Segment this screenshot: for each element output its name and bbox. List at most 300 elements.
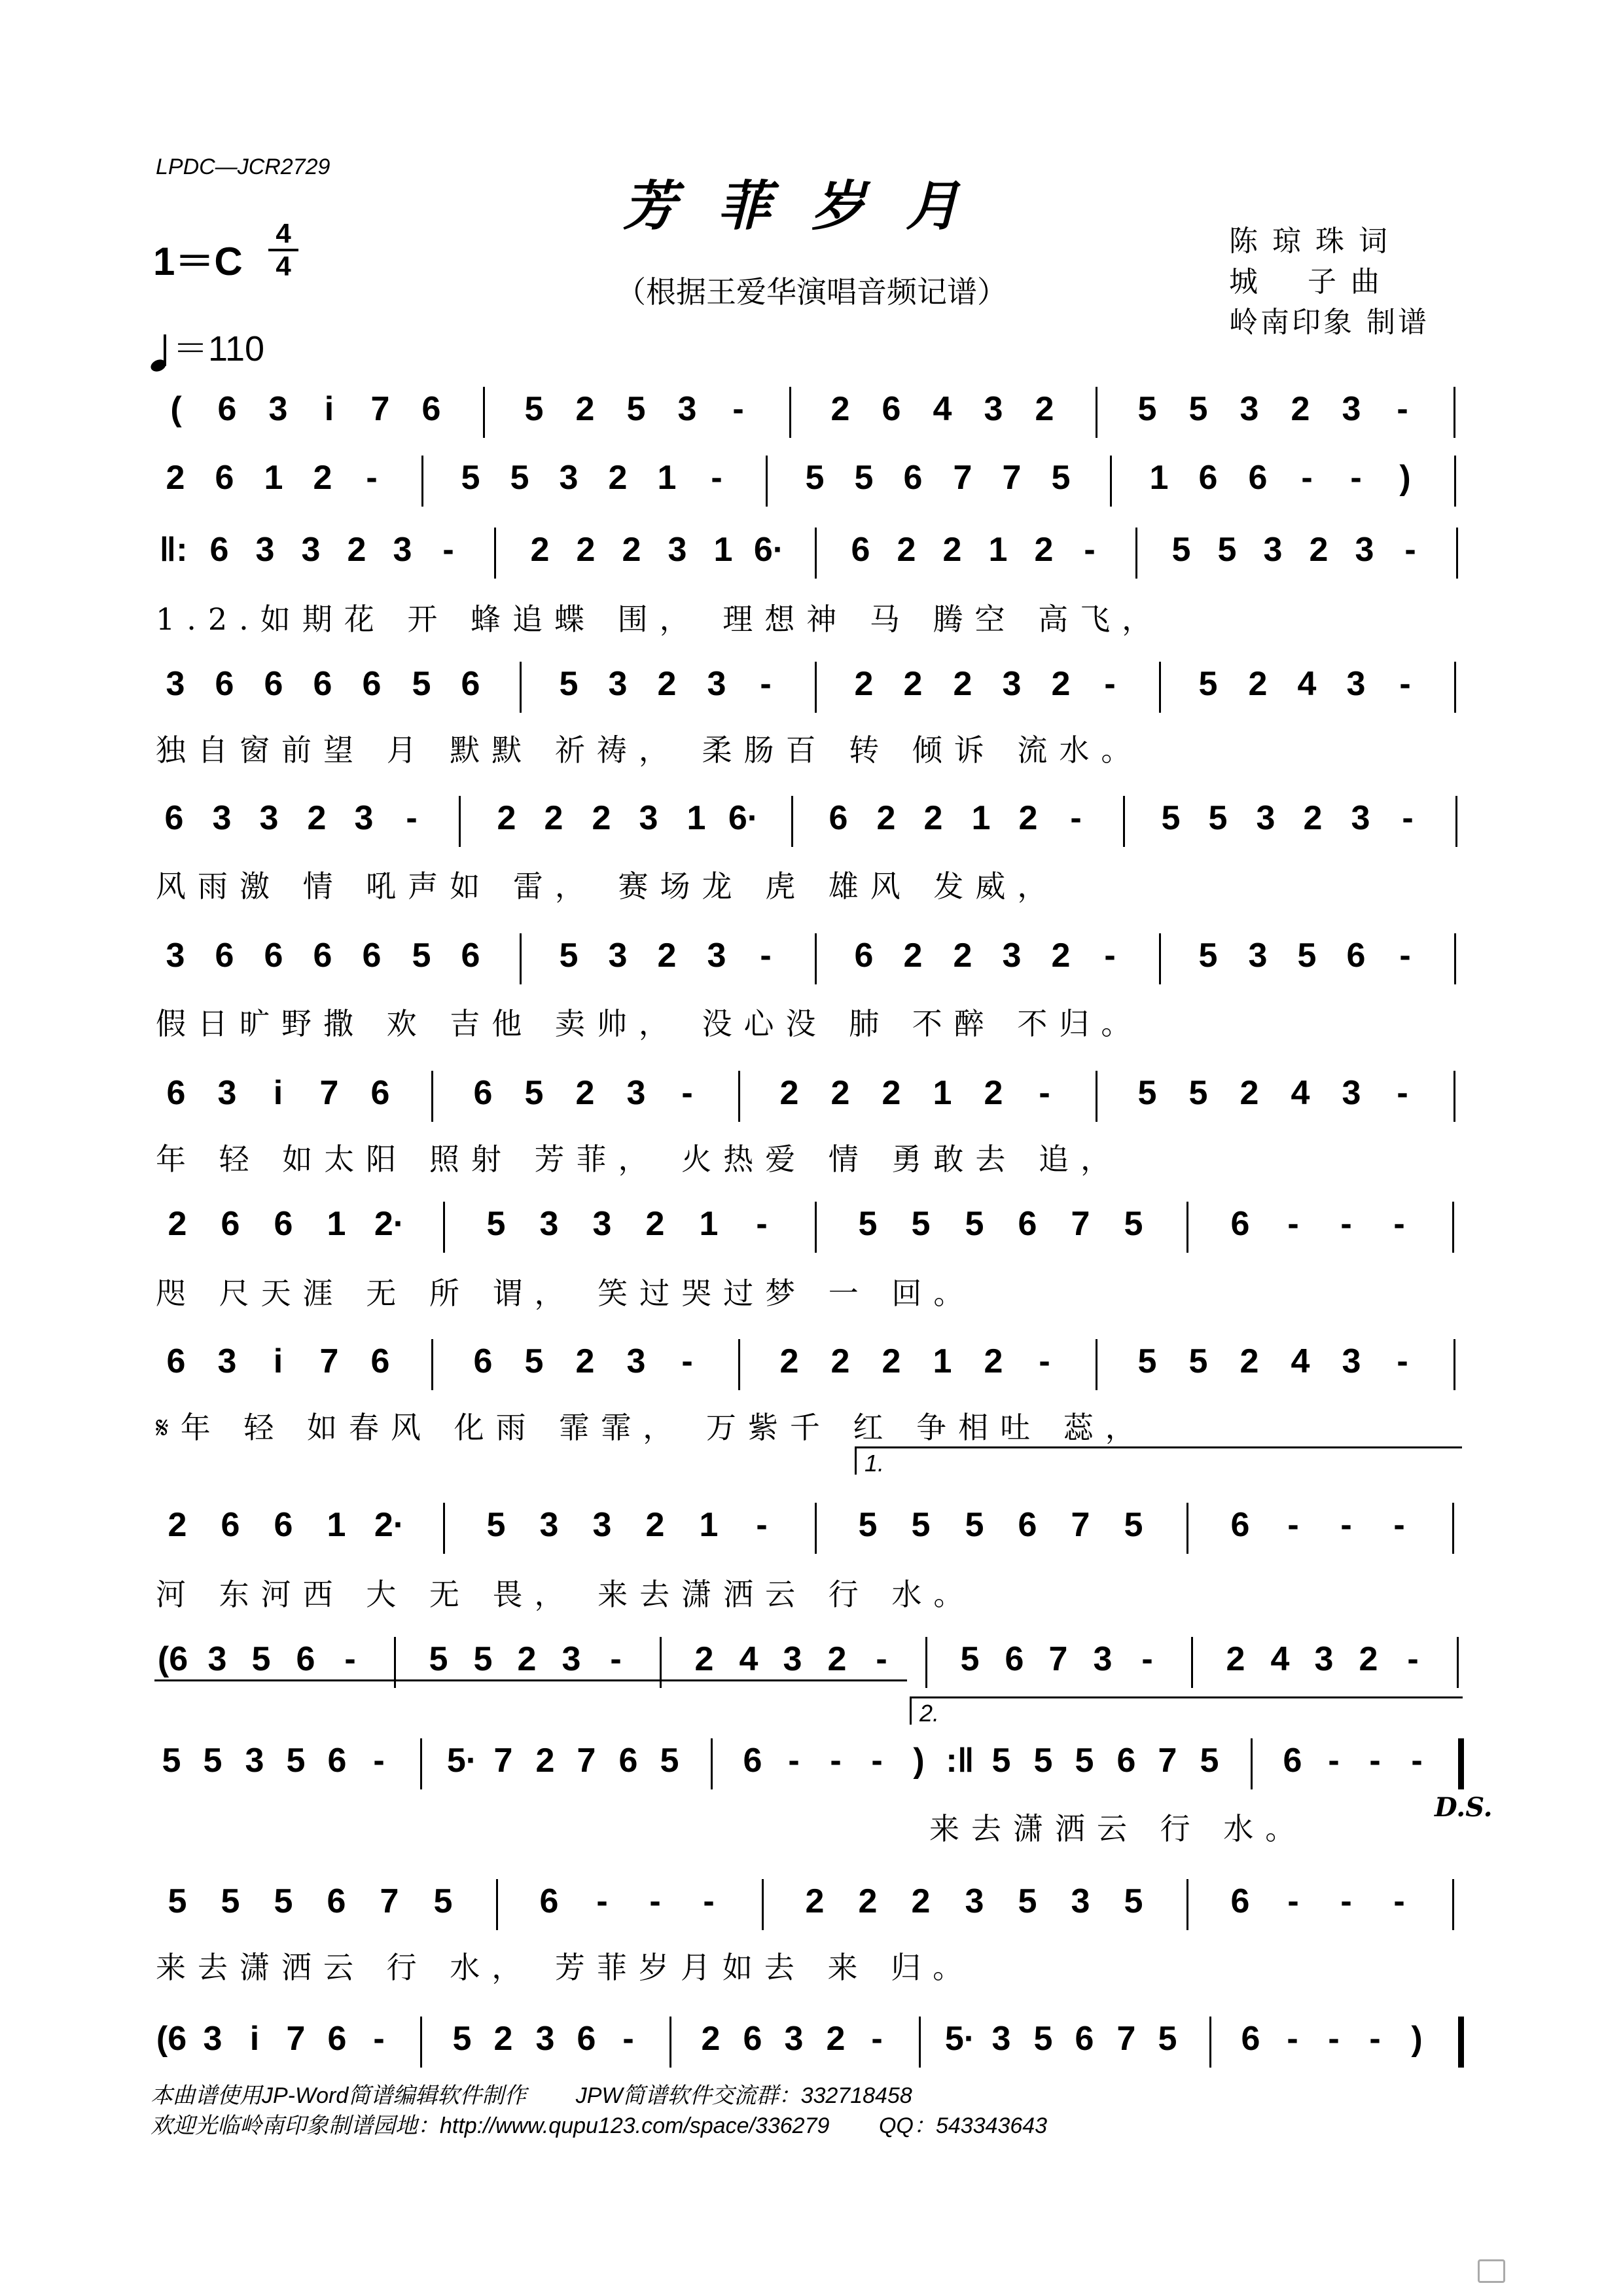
note: 2 — [1359, 1640, 1378, 1678]
note: 3 — [626, 1342, 646, 1380]
note: 3 — [166, 937, 185, 975]
note: 3 — [707, 665, 726, 703]
barline — [791, 796, 793, 847]
note: 6 — [1230, 1882, 1250, 1920]
ending-rule — [154, 1679, 907, 1681]
note: 7 — [370, 390, 390, 428]
barline — [738, 1071, 740, 1122]
note: 3 — [268, 390, 288, 428]
note: 6 — [829, 799, 848, 837]
note: 5· — [446, 1742, 478, 1780]
barline — [431, 1071, 433, 1122]
note: 1 — [933, 1074, 952, 1112]
barline — [1454, 662, 1456, 713]
note: - — [1404, 531, 1416, 569]
barline — [443, 1202, 445, 1253]
note: 3 — [301, 531, 321, 569]
note: 6 — [215, 937, 234, 975]
barline — [1123, 796, 1125, 847]
lyric-text: 咫 尺天涯 无 所 谓， 笑过哭过梦 一 回。 — [156, 1276, 976, 1311]
note: 6 — [1248, 459, 1268, 497]
note: 6 — [1230, 1506, 1250, 1544]
note: ) — [1399, 459, 1411, 497]
note: 4 — [933, 390, 952, 428]
note: 6 — [1116, 1742, 1136, 1780]
note: 5 — [1217, 531, 1237, 569]
note: 6 — [370, 1342, 390, 1380]
note: 2 — [493, 2020, 513, 2058]
note: - — [1104, 937, 1116, 975]
note: 2 — [168, 1506, 187, 1544]
note: ‖: — [159, 531, 188, 569]
note: 2 — [1303, 799, 1323, 837]
note: 2 — [544, 799, 563, 837]
note: 3 — [707, 937, 726, 975]
note: 3 — [991, 2020, 1011, 2058]
note: 2 — [608, 459, 628, 497]
lyric-line — [151, 1571, 1479, 1610]
note: 2 — [694, 1640, 714, 1678]
note: 2 — [911, 1882, 931, 1920]
note: 5 — [1198, 937, 1218, 975]
note: 6 — [327, 1742, 347, 1780]
note: 6 — [221, 1506, 240, 1544]
note: 7 — [319, 1074, 339, 1112]
note: - — [1340, 1506, 1352, 1544]
note: 3 — [1314, 1640, 1334, 1678]
barline — [420, 1738, 422, 1789]
note: 2 — [645, 1205, 665, 1243]
note: 2 — [168, 1205, 187, 1243]
barline — [1452, 1503, 1454, 1554]
note: 5 — [524, 1074, 544, 1112]
note: 3 — [1263, 531, 1283, 569]
note: 6 — [274, 1506, 293, 1544]
note: 2 — [897, 531, 916, 569]
credit-transcriber: 岭南印象 制谱 — [1229, 306, 1429, 339]
note: 2 — [1240, 1342, 1259, 1380]
note: 3 — [535, 2020, 555, 2058]
note: 2 — [882, 1074, 901, 1112]
credit-composer: 城 子 曲 — [1229, 265, 1382, 298]
note: 3 — [1071, 1882, 1090, 1920]
note: 6 — [743, 1742, 762, 1780]
credits — [1229, 221, 1429, 343]
note: 7 — [1048, 1640, 1068, 1678]
barline — [1096, 387, 1097, 438]
note: 2 — [1034, 531, 1054, 569]
note: - — [1397, 390, 1408, 428]
barline — [1454, 456, 1456, 507]
note: 2 — [530, 531, 550, 569]
barline — [815, 662, 817, 713]
note: 6 — [854, 937, 874, 975]
note: 5 — [1051, 459, 1071, 497]
footer-line-1: 本曲谱使用JP-Word简谱编辑软件制作 JPW简谱软件交流群：332718458 — [151, 2083, 912, 2108]
note: - — [1407, 1640, 1419, 1678]
note: (6 — [156, 2020, 187, 2058]
note: - — [1070, 799, 1082, 837]
lyric-text: 1.2.如期花 开 蜂追蝶 围， 理想神 马 腾空 高飞， — [156, 601, 1164, 637]
note: 2 — [347, 531, 366, 569]
note: 3 — [207, 1640, 227, 1678]
note: 1 — [657, 459, 677, 497]
note: ) — [1411, 2020, 1423, 2058]
barline — [738, 1339, 740, 1390]
barline — [431, 1339, 433, 1390]
note: 5 — [1137, 390, 1157, 428]
note: - — [1369, 2020, 1381, 2058]
note: 1 — [264, 459, 283, 497]
meter-bottom: 4 — [276, 251, 291, 281]
note: 2· — [374, 1506, 405, 1544]
staff-line — [151, 1633, 1479, 1685]
note: 5 — [168, 1882, 187, 1920]
lyric-line — [151, 1000, 1479, 1039]
quarter-note-icon — [151, 336, 169, 371]
note: 6 — [1018, 1506, 1037, 1544]
barline — [1452, 1879, 1454, 1930]
note: 5 — [1171, 531, 1191, 569]
note: 2 — [1291, 390, 1310, 428]
note: 2 — [830, 1074, 850, 1112]
note: 3 — [245, 1742, 264, 1780]
note: 2 — [645, 1506, 665, 1544]
note: i — [324, 390, 334, 428]
note: - — [373, 1742, 385, 1780]
note: 3 — [1342, 1074, 1361, 1112]
note: 1 — [687, 799, 706, 837]
note: - — [1039, 1074, 1050, 1112]
note: 2 — [701, 2020, 721, 2058]
barline — [1455, 796, 1457, 847]
barline — [1452, 1202, 1454, 1253]
barline — [669, 2017, 671, 2068]
staff-line — [151, 452, 1479, 504]
note: 6 — [166, 1342, 186, 1380]
note: 6 — [1230, 1205, 1250, 1243]
note: 2 — [622, 531, 641, 569]
barline — [1135, 528, 1137, 579]
note: 3 — [559, 459, 579, 497]
note: 2 — [830, 390, 850, 428]
note: 6 — [1346, 937, 1366, 975]
note: 5 — [1075, 1742, 1094, 1780]
note: 6 — [461, 937, 480, 975]
note: 5 — [1033, 1742, 1053, 1780]
note: 6 — [1005, 1640, 1024, 1678]
barline — [762, 1879, 764, 1930]
note: 5 — [911, 1205, 931, 1243]
note: 5 — [911, 1506, 931, 1544]
note: - — [1084, 531, 1096, 569]
time-signature — [268, 220, 298, 280]
note: 2 — [1240, 1074, 1259, 1112]
note: 5 — [660, 1742, 679, 1780]
barline — [789, 387, 791, 438]
barline — [919, 2017, 921, 2068]
note: 5 — [965, 1205, 984, 1243]
note: 3 — [1256, 799, 1275, 837]
note: 3 — [668, 531, 687, 569]
lyric-line — [151, 726, 1479, 766]
note: 6 — [313, 937, 332, 975]
note: 5 — [559, 665, 579, 703]
note: i — [249, 2020, 260, 2058]
note: 6· — [728, 799, 759, 837]
note: 2· — [374, 1205, 405, 1243]
barline — [1096, 1071, 1097, 1122]
note: 3 — [1342, 1342, 1361, 1380]
barline — [483, 387, 485, 438]
note: - — [1402, 799, 1414, 837]
note: 2 — [535, 1742, 555, 1780]
note: 1 — [1149, 459, 1169, 497]
note: 3 — [1351, 799, 1370, 837]
note: 5 — [221, 1882, 240, 1920]
note: 3 — [539, 1205, 559, 1243]
note: 1 — [971, 799, 991, 837]
final-barline — [1458, 1738, 1464, 1789]
barline — [459, 796, 461, 847]
note: - — [681, 1074, 693, 1112]
note: 6 — [327, 2020, 347, 2058]
note: 2 — [984, 1342, 1003, 1380]
barline — [711, 1738, 713, 1789]
note: - — [373, 2020, 385, 2058]
note: ( — [170, 390, 182, 428]
note: 2 — [517, 1640, 537, 1678]
barline — [1454, 933, 1456, 984]
note: 5 — [473, 1640, 493, 1678]
barline — [1209, 2017, 1211, 2068]
barline — [815, 933, 817, 984]
barline — [1159, 933, 1161, 984]
barline — [1110, 456, 1112, 507]
note: - — [406, 799, 418, 837]
staff-line — [151, 1734, 1479, 1787]
note: 5 — [510, 459, 529, 497]
meter-top: 4 — [276, 218, 291, 249]
note: 2 — [826, 2020, 846, 2058]
note: 6 — [461, 665, 480, 703]
note: i — [273, 1074, 283, 1112]
staff-line — [151, 1499, 1479, 1551]
note: 5 — [626, 390, 646, 428]
second-ending-bracket — [910, 1696, 1463, 1725]
note: 5 — [1161, 799, 1181, 837]
note: :‖ — [946, 1742, 974, 1780]
note: - — [1340, 1882, 1352, 1920]
note: 1 — [327, 1205, 346, 1243]
note: 5 — [486, 1205, 506, 1243]
staff-line — [151, 524, 1479, 576]
barline — [520, 662, 522, 713]
barline — [496, 1879, 498, 1930]
note: 6 — [539, 1882, 559, 1920]
lyric-line — [151, 1270, 1479, 1309]
first-ending-label: 1. — [865, 1450, 885, 1477]
note: 7 — [577, 1742, 596, 1780]
note: 6 — [209, 531, 229, 569]
note: 2 — [575, 1074, 595, 1112]
barline — [925, 1637, 927, 1688]
note: - — [1287, 1506, 1299, 1544]
note: 3 — [166, 665, 185, 703]
note: - — [1399, 665, 1411, 703]
note: 6 — [903, 459, 923, 497]
note: 5 — [429, 1640, 448, 1678]
note: - — [788, 1742, 800, 1780]
staff-line — [151, 383, 1479, 435]
note: 5 — [858, 1506, 878, 1544]
note: 2 — [1248, 665, 1268, 703]
note: 2 — [657, 665, 677, 703]
staff-line — [151, 1335, 1479, 1388]
note: - — [1287, 1205, 1299, 1243]
note: 6 — [743, 2020, 762, 2058]
note: - — [1393, 1506, 1405, 1544]
note: - — [681, 1342, 693, 1380]
note: - — [1399, 937, 1411, 975]
barline — [520, 933, 522, 984]
note: 6 — [264, 665, 283, 703]
note: 6 — [618, 1742, 638, 1780]
lyric-line — [151, 1136, 1479, 1175]
note: 6 — [264, 937, 283, 975]
note: 6 — [221, 1205, 240, 1243]
note: 3 — [639, 799, 658, 837]
tempo-value: ＝110 — [173, 329, 265, 368]
note: 2 — [903, 665, 923, 703]
note: 7 — [1116, 2020, 1136, 2058]
note: 2 — [942, 531, 962, 569]
note: - — [871, 2020, 883, 2058]
note: 7 — [286, 2020, 306, 2058]
note: - — [876, 1640, 887, 1678]
note: 3 — [1002, 665, 1022, 703]
note: 3 — [677, 390, 697, 428]
note: 4 — [1291, 1342, 1310, 1380]
note: - — [1340, 1205, 1352, 1243]
note: - — [756, 1205, 768, 1243]
note: 2 — [1035, 390, 1054, 428]
note: - — [442, 531, 454, 569]
note: 6 — [473, 1342, 493, 1380]
lyric-text: 来去潇洒云 行 水。 — [929, 1811, 1308, 1846]
note: 6 — [327, 1882, 346, 1920]
note: 5 — [1188, 1074, 1208, 1112]
note: 2 — [657, 937, 677, 975]
note: 7 — [319, 1342, 339, 1380]
note: 6 — [1241, 2020, 1260, 2058]
note: 6 — [215, 459, 234, 497]
note: 6 — [577, 2020, 596, 2058]
lyric-text: 来去潇洒云 行 水， 芳菲岁月如去 来 归。 — [156, 1950, 975, 1985]
note: 2 — [923, 799, 943, 837]
note: 2 — [858, 1882, 878, 1920]
barline — [1159, 662, 1161, 713]
note: 6 — [296, 1640, 315, 1678]
note: 4 — [1291, 1074, 1310, 1112]
note: 2 — [166, 459, 185, 497]
note: 5 — [805, 459, 825, 497]
note: 7 — [1071, 1205, 1090, 1243]
watermark-icon — [1478, 2259, 1505, 2283]
note: 5· — [944, 2020, 976, 2058]
staff-line — [151, 2013, 1479, 2065]
tempo-marking — [151, 321, 264, 371]
note: - — [366, 459, 378, 497]
note: 5 — [412, 665, 431, 703]
note: 5 — [1198, 665, 1218, 703]
barline — [1186, 1503, 1188, 1554]
note: 5 — [1137, 1342, 1157, 1380]
note: 5 — [1188, 1342, 1208, 1380]
note: - — [756, 1506, 768, 1544]
note: 2 — [576, 531, 596, 569]
final-barline — [1458, 2017, 1464, 2068]
note: - — [1104, 665, 1116, 703]
note: 4 — [1297, 665, 1317, 703]
note: - — [1301, 459, 1313, 497]
note: 7 — [493, 1742, 513, 1780]
note: 2 — [876, 799, 896, 837]
note: 4 — [1270, 1640, 1290, 1678]
note: 3 — [259, 799, 279, 837]
note: 6 — [1075, 2020, 1094, 2058]
note: 2 — [903, 937, 923, 975]
note: 5 — [1208, 799, 1228, 837]
note: 2 — [984, 1074, 1003, 1112]
page-title: 芳菲岁月 — [623, 175, 1000, 238]
note: 6 — [370, 1074, 390, 1112]
note: - — [1328, 2020, 1340, 2058]
note: ) — [913, 1742, 925, 1780]
barline — [1186, 1202, 1188, 1253]
note: 5 — [452, 2020, 472, 2058]
barline — [420, 2017, 422, 2068]
note: 1 — [699, 1205, 719, 1243]
note: i — [273, 1342, 283, 1380]
barline — [1186, 1879, 1188, 1930]
lyric-text: 河 东河西 大 无 畏， 来去潇洒云 行 水。 — [156, 1577, 976, 1612]
note: - — [1287, 2020, 1298, 2058]
note: 2 — [779, 1342, 799, 1380]
note: 6 — [274, 1205, 293, 1243]
note: 3 — [1346, 665, 1366, 703]
barline — [815, 1202, 817, 1253]
note: 3 — [984, 390, 1003, 428]
note: 5 — [1137, 1074, 1157, 1112]
barline — [815, 1503, 817, 1554]
note: 3 — [783, 1640, 802, 1678]
note: - — [760, 937, 772, 975]
note: 3 — [1002, 937, 1022, 975]
note: 3 — [592, 1506, 612, 1544]
note: - — [610, 1640, 622, 1678]
lyric-line — [151, 1944, 1479, 1983]
barline — [1191, 1637, 1193, 1688]
barline — [494, 528, 496, 579]
note: 5 — [1158, 2020, 1177, 2058]
note: 5 — [1124, 1506, 1143, 1544]
dal-segno-mark: D.S. — [1435, 1792, 1493, 1823]
note: 2 — [854, 665, 874, 703]
barline — [1456, 528, 1458, 579]
barline — [1454, 1071, 1455, 1122]
note: 5 — [960, 1640, 980, 1678]
